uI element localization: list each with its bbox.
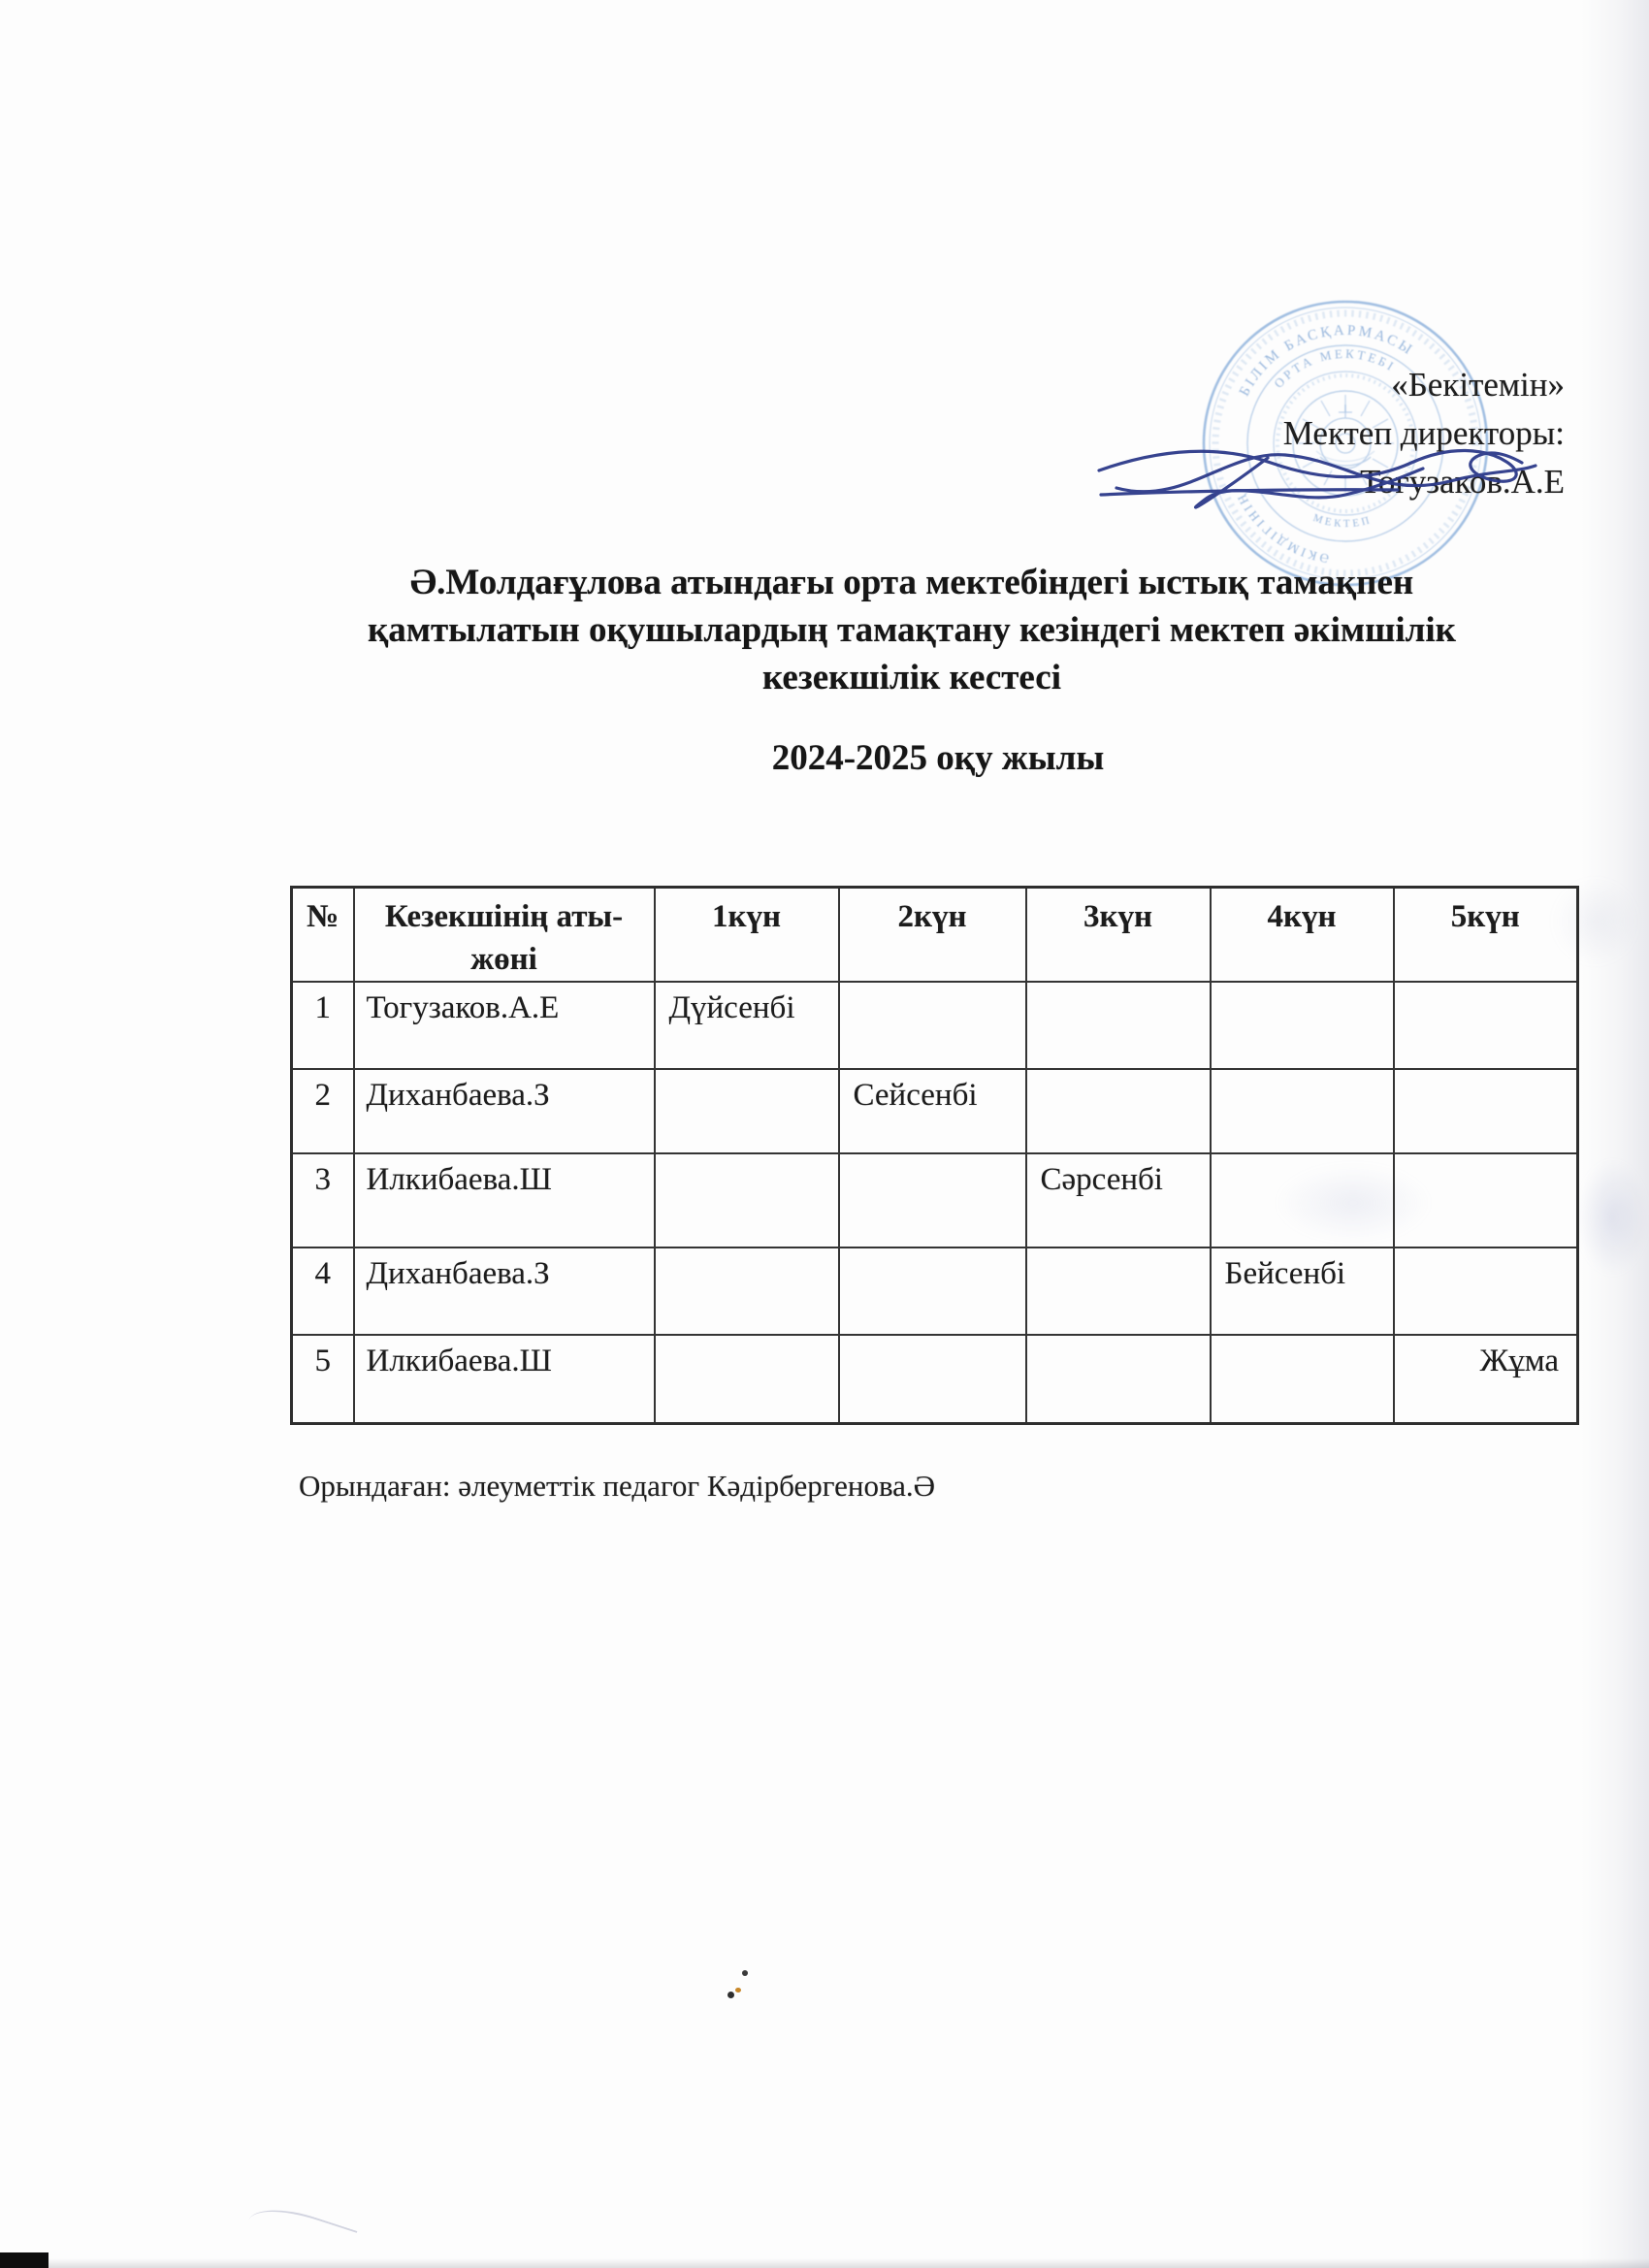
director-signature <box>1091 412 1557 524</box>
scan-edge-shadow-right <box>1581 0 1649 2268</box>
header-number: № <box>292 888 354 983</box>
duty-person-name: Илкибаева.Ш <box>354 1153 655 1247</box>
approval-line-bekitemin: «Бекітемін» <box>1391 366 1565 404</box>
header-day-4: 4күн <box>1211 888 1394 983</box>
school-year-subtitle: 2024-2025 оқу жылы <box>771 738 1105 778</box>
stamp-ring-text-inner: ОРТА МЕКТЕБІ <box>1271 345 1399 391</box>
day-cell <box>1394 1069 1578 1153</box>
title-line-3: кезекшілік кестесі <box>762 658 1061 697</box>
day-cell: Бейсенбі <box>1211 1247 1394 1335</box>
duty-person-name: Диханбаева.З <box>354 1069 655 1153</box>
day-cell <box>1394 1247 1578 1335</box>
duty-person-name: Тогузаков.А.Е <box>354 982 655 1069</box>
scan-speck <box>735 1988 741 1993</box>
row-number: 5 <box>292 1335 354 1423</box>
document-title <box>146 559 1649 701</box>
table-header-row <box>292 888 1578 983</box>
scan-edge-shadow-bottom <box>0 2258 1649 2268</box>
header-day-2: 2күн <box>839 888 1026 983</box>
header-duty-person-name: Кезекшінің аты-жөні <box>354 888 655 983</box>
day-cell <box>655 1335 839 1423</box>
header-day-1: 1күн <box>655 888 839 983</box>
table-row <box>292 1069 1578 1153</box>
day-cell <box>1211 1069 1394 1153</box>
scan-speck <box>742 1970 748 1976</box>
day-cell <box>839 1335 1026 1423</box>
title-line-1: Ә.Молдағұлова атындағы орта мектебіндегі ыстық тамақпен <box>409 563 1414 602</box>
day-cell <box>1026 1247 1211 1335</box>
duty-person-name: Диханбаева.З <box>354 1247 655 1335</box>
day-cell <box>1394 982 1578 1069</box>
day-cell <box>1211 1153 1394 1247</box>
row-number: 4 <box>292 1247 354 1335</box>
day-cell <box>839 1153 1026 1247</box>
scan-corner-black-mark <box>0 2252 48 2268</box>
day-cell <box>839 1247 1026 1335</box>
duty-schedule-table <box>290 886 1579 1425</box>
day-cell: Сәрсенбі <box>1026 1153 1211 1247</box>
day-cell <box>1211 1335 1394 1423</box>
stamp-ring-text-top: БІЛІМ БАСҚАРМАСЫ <box>1236 322 1417 400</box>
day-cell <box>1026 982 1211 1069</box>
table-row <box>292 982 1578 1069</box>
duty-person-name: Илкибаева.Ш <box>354 1335 655 1423</box>
day-cell <box>1211 982 1394 1069</box>
title-line-2: қамтылатын оқушылардың тамақтану кезіндегі мектеп әкімшілік <box>367 610 1457 650</box>
day-cell <box>655 1069 839 1153</box>
row-number: 3 <box>292 1153 354 1247</box>
approval-line-director: Мектеп директоры: <box>1282 414 1565 452</box>
executor-line: Орындаған: әлеуметтік педагог Кәдірбергенова.Ә <box>299 1469 936 1503</box>
day-cell: Жұма <box>1394 1335 1578 1423</box>
stamp-ring-text-left: ӘКІМДІГІНІҢ <box>1233 489 1331 567</box>
scan-smudge <box>1576 1159 1649 1276</box>
day-cell: Сейсенбі <box>839 1069 1026 1153</box>
stamp-ring-text-bottom: МЕКТЕП <box>1311 511 1374 531</box>
day-cell <box>839 982 1026 1069</box>
day-cell <box>1026 1335 1211 1423</box>
header-day-3: 3күн <box>1026 888 1211 983</box>
day-cell <box>1026 1069 1211 1153</box>
table-row <box>292 1335 1578 1423</box>
table-row <box>292 1153 1578 1247</box>
row-number: 2 <box>292 1069 354 1153</box>
day-cell: Дүйсенбі <box>655 982 839 1069</box>
day-cell <box>655 1247 839 1335</box>
day-cell <box>655 1153 839 1247</box>
header-day-5: 5күн <box>1394 888 1578 983</box>
approval-line-director-name: Тогузаков.А.Е <box>1360 463 1565 501</box>
scan-speck <box>728 1992 734 1998</box>
day-cell <box>1394 1153 1578 1247</box>
row-number: 1 <box>292 982 354 1069</box>
table-row <box>292 1247 1578 1335</box>
